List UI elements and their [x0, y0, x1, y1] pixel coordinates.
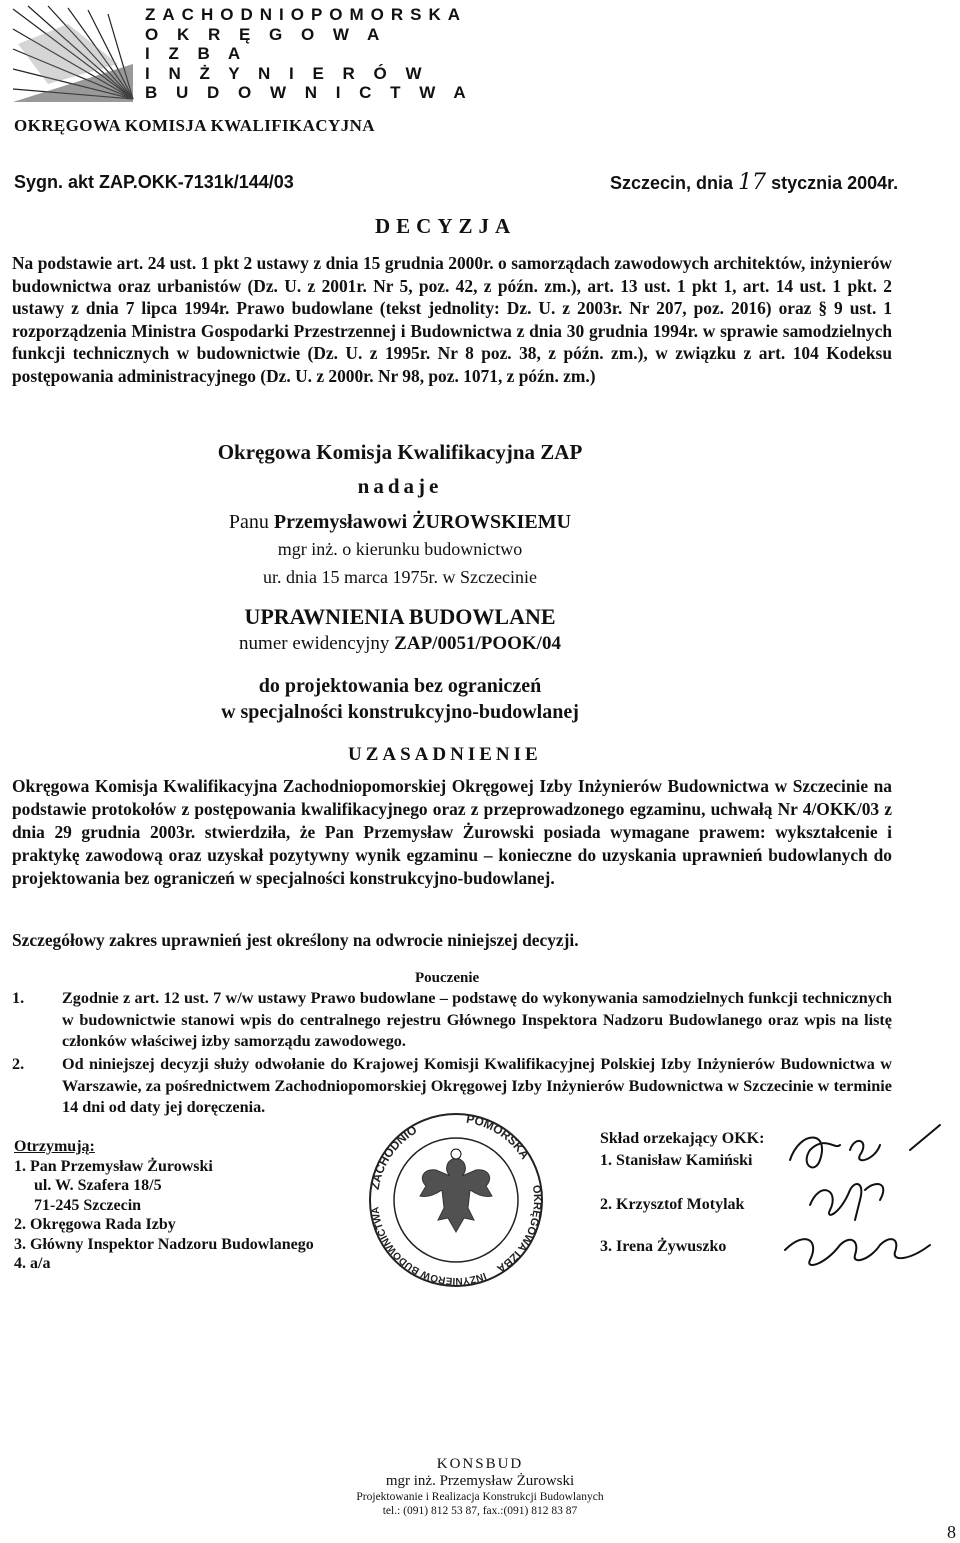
panel-title: Skład orzekający OKK: — [600, 1130, 765, 1147]
distribution-title: Otrzymują: — [14, 1138, 95, 1155]
distribution-line: 71-245 Szczecin — [34, 1196, 142, 1214]
distribution-line: 1. Pan Przemysław Żurowski — [14, 1157, 213, 1175]
recipient-line — [150, 511, 650, 534]
seal-text-top: POMORSKA — [465, 1111, 533, 1162]
footer-description: Projektowanie i Realizacja Konstrukcji Budowlanych — [356, 1491, 604, 1503]
committee-name: Okręgowa Komisja Kwalifikacyjna ZAP — [217, 440, 583, 464]
svg-text:OKRĘGOWA IZBA — [494, 1184, 543, 1274]
justification-paragraph: Okręgowa Komisja Kwalifikacyjna Zachodniopomorskiej Okręgowej Izby Inżynierów Budownictwa w Szczecinie na podstawie protokołów z postępowania kwalifikacyjnego oraz z przeprowadzonego egzaminu, uchwałą Nr 4/OKK/03 z dnia 29 grudnia 2003r. stwierdziła, że Pan Przemysław Żurowski posiada wymagane prawem: wykształcenie i praktykę zawodową oraz uzyskał pozytywny wynik egzaminu – konieczne do uzyskania uprawnień budowlanych do projektowania bez ograniczeń w specjalności konstrukcyjno-budowlanej. — [12, 776, 892, 888]
org-line-4: I N Ż Y N I E R Ó W — [145, 64, 429, 83]
recipient-prefix: Panu — [228, 511, 269, 533]
grant-verb: nadaje — [357, 474, 443, 498]
seal-text-right: OKRĘGOWA IZBA — [494, 1184, 544, 1275]
instruction-text: Od niniejszej decyzji służy odwołanie do Krajowej Komisji Kwalifikacyjnej Polskiej Izby Inżynierów Budownictwa w Warszawie, za pośrednictwem Zachodniopomorskiej Okręgowej Izby Inżynierów Budownictwa w Szczecinie w terminie 14 dni od daty jej doręczenia. — [62, 1055, 892, 1116]
seal-text-bottom: INŻYNIERÓW BUDOWNICTWA — [370, 1206, 488, 1287]
scope-line-2: w specjalności konstrukcyjno-budowlanej — [221, 701, 579, 723]
place-date — [610, 170, 898, 195]
decision-title: DECYZJA — [375, 214, 517, 238]
org-line-5: B U D O W N I C T W A — [145, 83, 473, 102]
footer-name: mgr inż. Przemysław Żurowski — [385, 1473, 575, 1489]
instruction-title: Pouczenie — [415, 970, 480, 986]
place-date-suffix: stycznia 2004r. — [771, 173, 899, 193]
panel-member-1: 1. Stanisław Kamiński — [600, 1152, 753, 1169]
org-line-2: O K R Ę G O W A — [145, 25, 387, 44]
distribution-line: 3. Główny Inspektor Nadzoru Budowlanego — [14, 1235, 314, 1253]
distribution-line: 2. Okręgowa Rada Izby — [14, 1216, 176, 1233]
handwritten-signatures — [780, 1120, 950, 1290]
footer-company: KONSBUD — [436, 1456, 524, 1472]
recipient-birth: ur. dnia 15 marca 1975r. w Szczecinie — [263, 567, 537, 587]
place-date-prefix: Szczecin, dnia — [610, 173, 734, 193]
seal-text-left: ZACHODNIO — [367, 1122, 420, 1191]
recipient-degree: mgr inż. o kierunku budownictwo — [277, 539, 523, 559]
recipient-name: Przemysławowi ŻUROWSKIEMU — [273, 511, 572, 533]
instruction-number: 2. — [12, 1055, 25, 1073]
instruction-text: Zgodnie z art. 12 ust. 7 w/w ustawy Prawo budowlane – podstawę do wykonywania samodzielnych funkcji technicznych w budownictwie stanowi wpis do centralnego rejestru Głównego Inspektora Nadzoru Budowlanego oraz wpis na listę członków właściwej izby samorządu zawodowego. — [62, 989, 892, 1050]
registration-line — [150, 633, 650, 655]
justification-title: UZASADNIENIE — [348, 744, 542, 765]
commission-name: OKRĘGOWA KOMISJA KWALIFIKACYJNA — [14, 116, 375, 135]
panel-member-2: 2. Krzysztof Motylak — [600, 1196, 745, 1213]
handwritten-day: 17 — [738, 170, 767, 195]
permission-title: UPRAWNIENIA BUDOWLANE — [244, 604, 556, 629]
registration-prefix: numer ewidencyjny — [239, 633, 390, 654]
chamber-logo — [8, 4, 138, 104]
registration-number: ZAP/0051/POOK/04 — [394, 633, 561, 654]
legal-basis-paragraph: Na podstawie art. 24 ust. 1 pkt 2 ustawy z dnia 15 grudnia 2000r. o samorządach zawodowych architektów, inżynierów budownictwa oraz urbanistów (Dz. U. z 2001r. Nr 5, poz. 42, z późn. zm.), art. 13 ust. 1 pkt 1, art. 14 ust. 1 pkt. 2 ustawy z dnia 7 lipca 1994r. Prawo budowlane (tekst jednolity: Dz. U. z 2003r. Nr 207, poz. 2016) oraz § 9 ust. 1 rozporządzenia Ministra Gospodarki Przestrzennej i Budownictwa z dnia 30 grudnia 1994r. w sprawie samodzielnych funkcji technicznych w budownictwie (Dz. U. z 1995r. Nr 8 poz. 38, z późn. zm.), w związku z art. 104 Kodeksu postępowania administracyjnego (Dz. U. z 2000r. Nr 98, poz. 1071, z późn. zm.) — [12, 253, 892, 386]
official-seal — [346, 1108, 566, 1288]
distribution-line: 4. a/a — [14, 1255, 51, 1272]
footer — [280, 1456, 680, 1518]
detail-note: Szczegółowy zakres uprawnień jest określony na odwrocie niniejszej decyzji. — [12, 930, 579, 950]
footer-contact: tel.: (091) 812 53 87, fax.:(091) 812 83 87 — [382, 1505, 578, 1517]
panel-member-3: 3. Irena Żywuszko — [600, 1238, 727, 1255]
org-line-3: I Z B A — [145, 44, 248, 63]
scope-line-1: do projektowania bez ograniczeń — [258, 675, 542, 697]
instruction-item — [12, 988, 892, 1053]
distribution-list — [14, 1137, 314, 1274]
instruction-number: 1. — [12, 989, 25, 1007]
case-reference: Sygn. akt ZAP.OKK-7131k/144/03 — [14, 172, 294, 192]
distribution-line: ul. W. Szafera 18/5 — [34, 1177, 162, 1194]
org-line-1: ZACHODNIOPOMORSKA — [145, 5, 468, 24]
page-number: 8 — [947, 1522, 956, 1542]
